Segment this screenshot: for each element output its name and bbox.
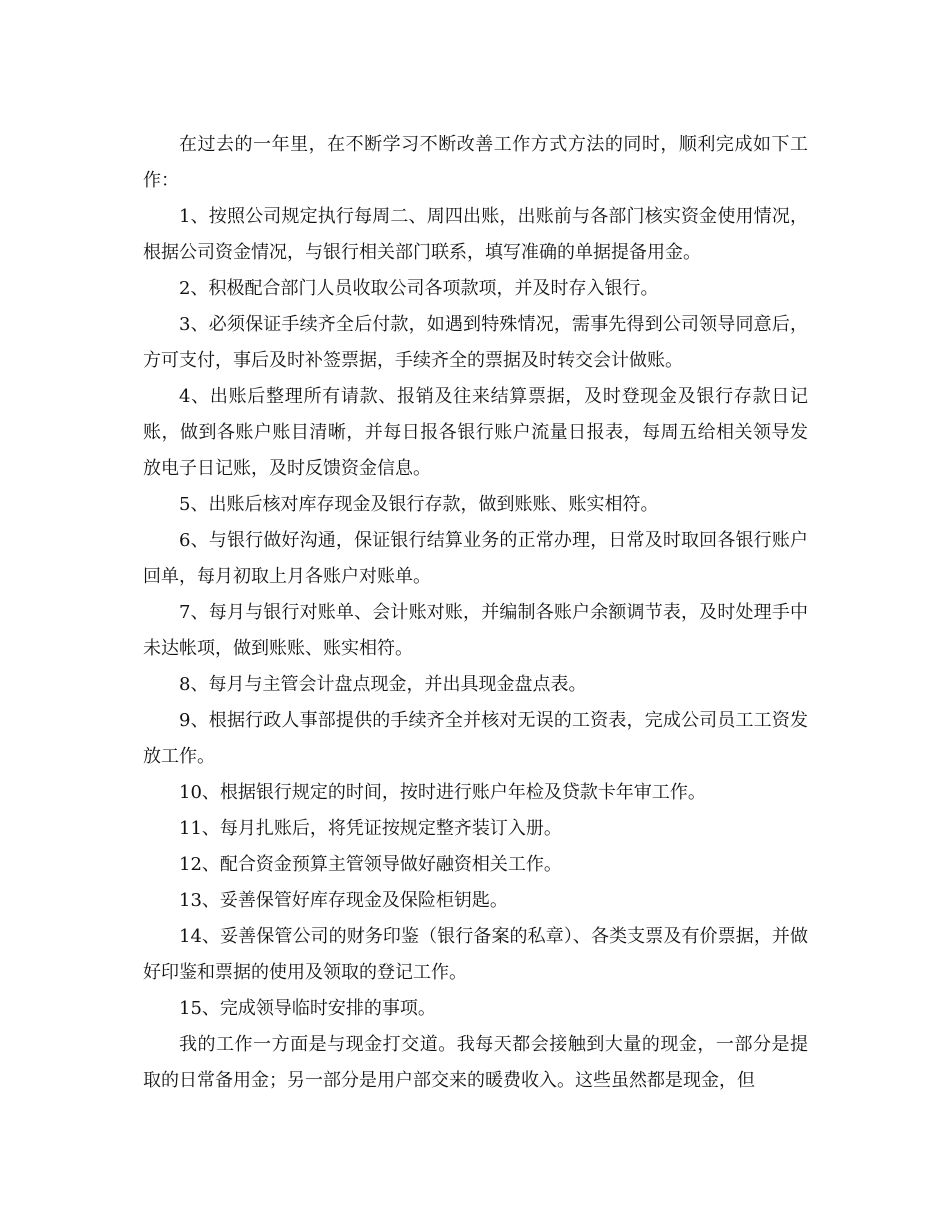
list-item-12: 12、配合资金预算主管领导做好融资相关工作。 bbox=[179, 854, 562, 875]
list-item-15: 15、完成领导临时安排的事项。 bbox=[179, 998, 436, 1019]
list-item-2: 2、积极配合部门人员收取公司各项款项，并及时存入银行。 bbox=[179, 278, 659, 299]
list-item-10: 10、根据银行规定的时间，按时进行账户年检及贷款卡年审工作。 bbox=[179, 782, 706, 803]
intro-paragraph: 在过去的一年里，在不断学习不断改善工作方式方法的同时，顺利完成如下工作： bbox=[143, 134, 808, 191]
document-body bbox=[143, 127, 808, 1099]
list-item-7: 7、每月与银行对账单、会计账对账，并编制各账户余额调节表，及时处理手中未达帐项，做到账账、账实相符。 bbox=[143, 602, 808, 659]
list-item-6: 6、与银行做好沟通，保证银行结算业务的正常办理，日常及时取回各银行账户回单，每月初取上月各账户对账单。 bbox=[143, 530, 808, 587]
list-item-3: 3、必须保证手续齐全后付款，如遇到特殊情况，需事先得到公司领导同意后，方可支付，事后及时补签票据，手续齐全的票据及时转交会计做账。 bbox=[143, 314, 808, 371]
list-item-9: 9、根据行政人事部提供的手续齐全并核对无误的工资表，完成公司员工工资发放工作。 bbox=[143, 710, 808, 767]
closing-paragraph: 我的工作一方面是与现金打交道。我每天都会接触到大量的现金，一部分是提取的日常备用金；另一部分是用户部交来的暖费收入。这些虽然都是现金，但 bbox=[143, 1034, 808, 1091]
list-item-8: 8、每月与主管会计盘点现金，并出具现金盘点表。 bbox=[179, 674, 587, 695]
list-item-1: 1、按照公司规定执行每周二、周四出账，出账前与各部门核实资金使用情况，根据公司资金情况，与银行相关部门联系，填写准确的单据提备用金。 bbox=[143, 206, 808, 263]
list-item-14: 14、妥善保管公司的财务印鉴（银行备案的私章）、各类支票及有价票据，并做好印鉴和票据的使用及领取的登记工作。 bbox=[143, 926, 808, 983]
list-item-5: 5、出账后核对库存现金及银行存款，做到账账、账实相符。 bbox=[179, 494, 659, 515]
list-item-4: 4、出账后整理所有请款、报销及往来结算票据，及时登现金及银行存款日记账，做到各账户账目清晰，并每日报各银行账户流量日报表，每周五给相关领导发放电子日记账，及时反馈资金信息。 bbox=[143, 386, 808, 479]
list-item-11: 11、每月扎账后，将凭证按规定整齐装订入册。 bbox=[179, 818, 562, 839]
list-item-13: 13、妥善保管好库存现金及保险柜钥匙。 bbox=[179, 890, 508, 911]
